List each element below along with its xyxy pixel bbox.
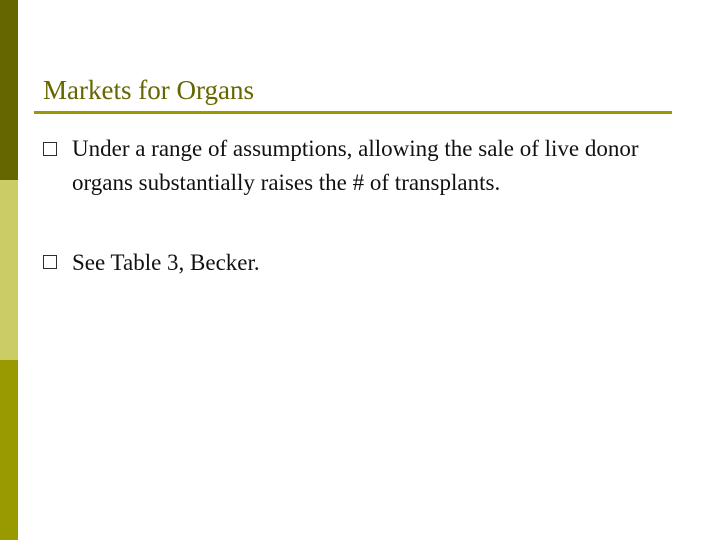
sidebar-band-middle: [0, 180, 18, 360]
sidebar-band-bottom: [0, 360, 18, 540]
hollow-square-bullet-icon: [43, 142, 57, 156]
hollow-square-bullet-icon: [43, 255, 57, 269]
sidebar-band-top: [0, 0, 18, 180]
bullet-text-1: Under a range of assumptions, allowing the sale of live donor organs substantially raises the # of transplants.: [72, 136, 639, 195]
bullet-text-2: See Table 3, Becker.: [72, 250, 260, 275]
title-underline-rule: [34, 111, 672, 114]
slide-title: Markets for Organs: [43, 75, 254, 105]
